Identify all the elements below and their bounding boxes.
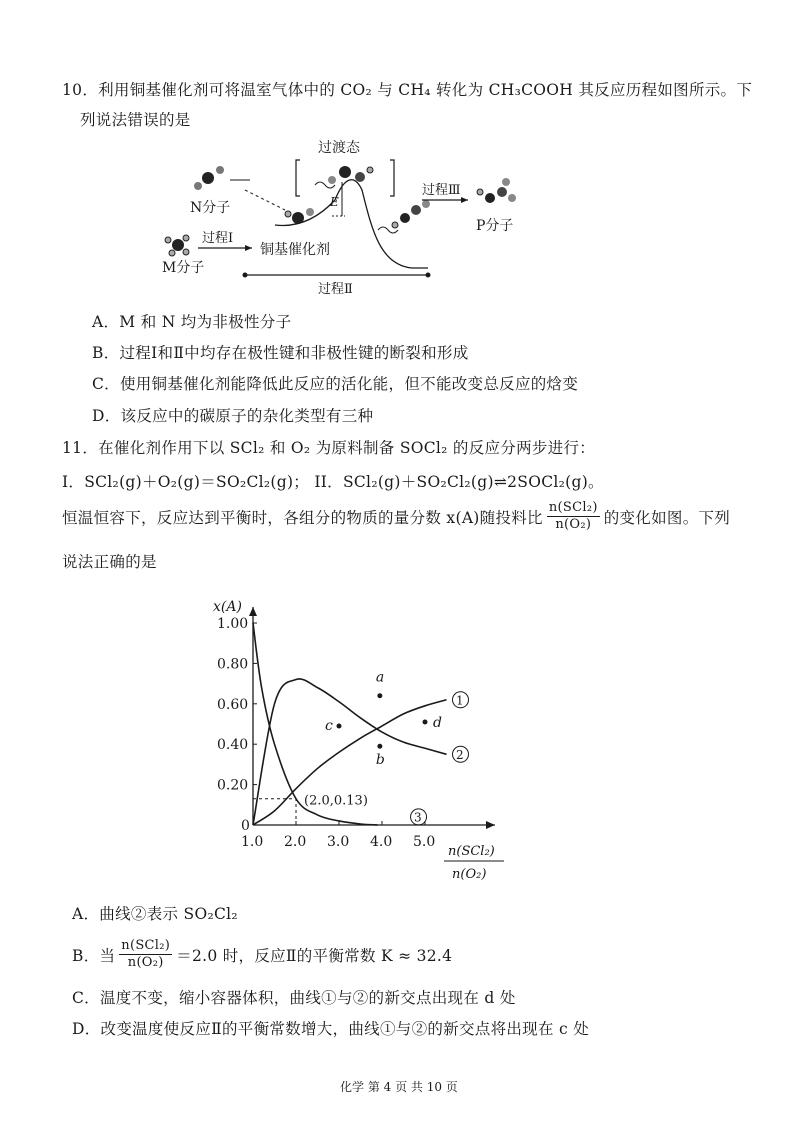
process1-label: 过程Ⅰ (202, 231, 234, 246)
x-tick-label: 2.0 (284, 834, 307, 850)
adsorbed-intermediate-icon (285, 208, 314, 224)
q11-stem-line1: 11．在催化剂作用下以 SCl₂ 和 O₂ 为原料制备 SOCl₂ 的反应分两步进行： (62, 439, 596, 457)
series-3-label: 3 (414, 810, 422, 825)
series-1-label: 1 (456, 693, 464, 708)
point-c (337, 724, 342, 729)
catalyst-label: 铜基催化剂 (260, 242, 330, 258)
option-b-denominator: n(O₂) (127, 955, 164, 970)
point-label-b: b (375, 752, 385, 769)
n-molecule-label: N分子 (190, 200, 231, 216)
feed-ratio-fraction (547, 500, 600, 533)
process3-label: 过程Ⅲ (422, 183, 461, 198)
point-a (377, 693, 382, 698)
point-label-c: c (325, 718, 333, 735)
y-tick-label: 0.20 (217, 777, 249, 794)
q10-stem-line1: 10．利用铜基催化剂可将温室气体中的 CO₂ 与 CH₄ 转化为 CH₃COOH 其反应历程如图所示。下 (62, 81, 753, 99)
q11-option-a[interactable]: A．曲线②表示 SO₂Cl₂ (72, 905, 238, 923)
y-tick-label: 0.40 (217, 737, 249, 754)
q11-stem-line4: 说法正确的是 (62, 553, 157, 571)
point-d (423, 719, 428, 724)
mole-fraction-chart (195, 585, 525, 895)
y-axis-label: x(A) (213, 599, 242, 615)
y-tick-label: 0.80 (217, 656, 249, 673)
q11-option-b-post: ＝2.0 时，反应Ⅱ的平衡常数 K ≈ 32.4 (176, 946, 453, 965)
q10-option-a[interactable]: A．M 和 N 均为非极性分子 (92, 313, 292, 331)
y-axis-arrow (249, 607, 257, 616)
option-b-numerator: n(SCl₂) (121, 938, 171, 953)
x-axis-label-numerator: n(SCl₂) (448, 844, 495, 859)
m-molecule-icon (165, 235, 189, 256)
x-tick-label: 4.0 (370, 834, 393, 850)
x-tick-label: 1.0 (241, 834, 264, 850)
q11-reaction-equations: I．SCl₂(g)＋O₂(g)＝SO₂Cl₂(g)； II．SCl₂(g)＋SO₂Cl₂(g)⇌2SOCl₂(g)。 (62, 473, 604, 491)
q11-stem-line3-post: 的变化如图。下列 (603, 508, 731, 527)
m-molecule-label: M分子 (162, 260, 205, 276)
q10-option-d[interactable]: D．该反应中的碳原子的杂化类型有三种 (92, 407, 374, 425)
q11-option-b[interactable] (72, 938, 452, 971)
q11-option-b-pre: B．当 (72, 946, 116, 965)
transition-state-label: 过渡态 (318, 140, 360, 156)
q11-stem-line3 (62, 500, 730, 533)
q11-option-c[interactable]: C．温度不变，缩小容器体积，曲线①与②的新交点出现在 d 处 (72, 989, 516, 1007)
feed-ratio-denominator: n(O₂) (555, 517, 592, 532)
q10-option-c[interactable]: C．使用铜基催化剂能降低此反应的活化能，但不能改变总反应的焓变 (92, 375, 579, 393)
series-2-label: 2 (456, 747, 464, 762)
x-tick-label: 5.0 (413, 834, 436, 850)
page-footer: 化学 第 4 页 共 10 页 (340, 1080, 458, 1094)
process2-label: 过程Ⅱ (318, 282, 353, 297)
reaction-mechanism-diagram (150, 130, 570, 300)
feed-ratio-numerator: n(SCl₂) (548, 500, 598, 515)
n-molecule-icon (194, 166, 250, 190)
x-axis-arrow (486, 821, 495, 829)
point-label-a: a (375, 669, 385, 686)
q10-stem-line2: 列说法错误的是 (80, 111, 191, 129)
x-tick-label: 3.0 (327, 834, 350, 850)
y-tick-label: 0.60 (217, 696, 249, 713)
q11-stem-line3-pre: 恒温恒容下，反应达到平衡时，各组分的物质的量分数 x(A)随投料比 (62, 508, 543, 527)
y-tick-label: 1.00 (217, 616, 249, 632)
x-axis-label-denominator: n(O₂) (452, 867, 487, 882)
adsorbed-product-icon (378, 200, 430, 233)
activation-energy-label: E (330, 195, 339, 209)
point-label-d: d (433, 714, 442, 731)
option-b-fraction (119, 938, 172, 971)
p-molecule-label: P分子 (476, 218, 514, 234)
y-tick-label: 0 (241, 818, 250, 834)
p-molecule-icon (477, 178, 516, 203)
point-b (377, 744, 382, 749)
annotation-label: (2.0,0.13) (304, 793, 368, 809)
q11-option-d[interactable]: D．改变温度使反应Ⅱ的平衡常数增大，曲线①与②的新交点将出现在 c 处 (72, 1020, 589, 1038)
q10-option-b[interactable]: B．过程Ⅰ和Ⅱ中均存在极性键和非极性键的断裂和形成 (92, 344, 469, 362)
